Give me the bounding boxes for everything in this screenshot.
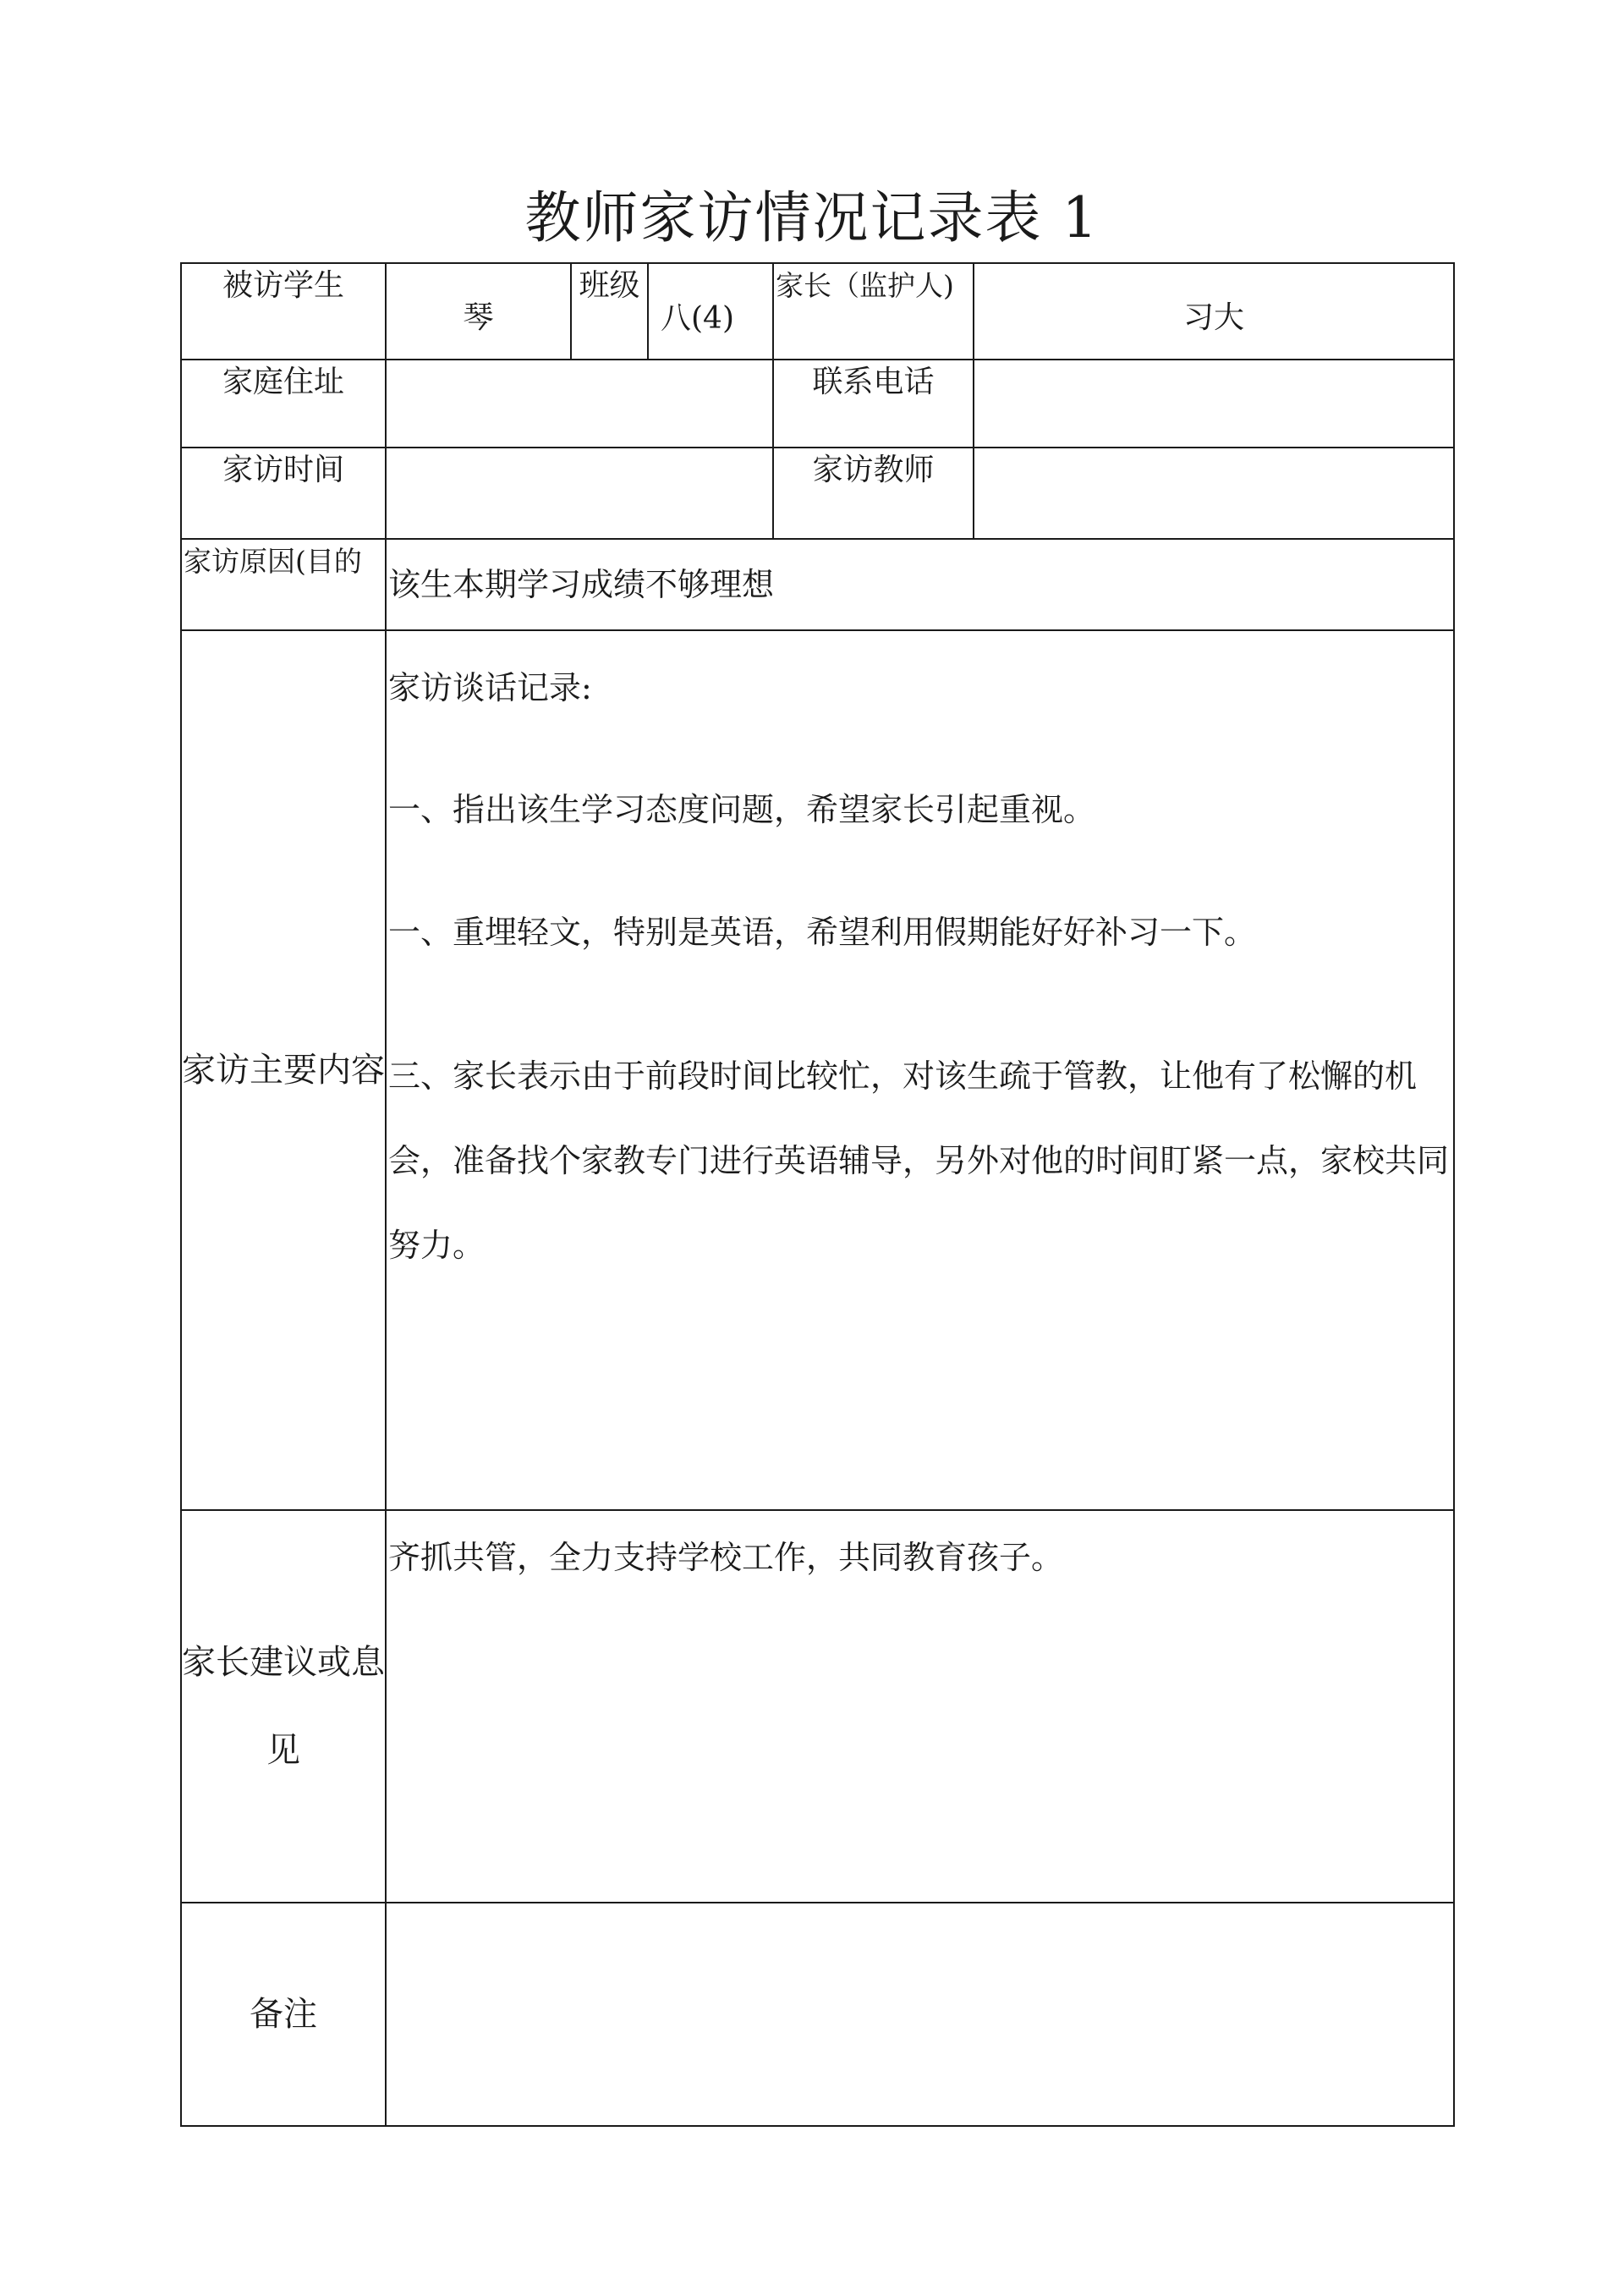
visit-reason-label: 家访原因(目的 <box>181 539 386 630</box>
class-value: 八(4) <box>648 263 773 360</box>
conversation-point-3: 三、家长表示由于前段时间比较忙，对该生疏于管教，让他有了松懈的机会，准备找个家教专门进行英语辅导，另外对他的时间盯紧一点，家校共同努力。 <box>388 1057 1450 1264</box>
table-row-visit-content <box>181 630 1454 1510</box>
table-row-visit-time <box>181 448 1454 539</box>
student-value: 琴 <box>386 263 571 360</box>
phone-label: 联系电话 <box>773 360 974 448</box>
home-visit-record-table <box>180 262 1455 2127</box>
class-label: 班级 <box>571 263 648 360</box>
table-row-student <box>181 263 1454 360</box>
visit-teacher-value <box>974 448 1454 539</box>
visit-reason-value: 该生本期学习成绩不够理想 <box>386 539 1454 630</box>
visit-content-label: 家访主要内容 <box>181 630 386 1510</box>
parent-suggestion-text: 齐抓共管，全力支持学校工作，共同教育孩子。 <box>388 1539 1064 1576</box>
parent-label: 家长（监护人) <box>773 263 974 360</box>
visit-time-label: 家访时间 <box>181 448 386 539</box>
parent-suggestion-label: 家长建议或息见 <box>181 1510 386 1903</box>
visit-time-value <box>386 448 773 539</box>
conversation-point-1: 一、指出该生学习态度问题，希望家长引起重视。 <box>388 791 1096 828</box>
remarks-value <box>386 1903 1454 2126</box>
student-label: 被访学生 <box>181 263 386 360</box>
visit-teacher-label: 家访教师 <box>773 448 974 539</box>
phone-value <box>974 360 1454 448</box>
address-value <box>386 360 773 448</box>
address-label: 家庭住址 <box>181 360 386 448</box>
visit-content-body <box>386 630 1454 1510</box>
table-row-visit-reason <box>181 539 1454 630</box>
table-row-parent-suggestion <box>181 1510 1454 1903</box>
conversation-record-heading: 家访谈话记录: <box>388 669 592 706</box>
table-row-remarks <box>181 1903 1454 2126</box>
parent-value: 习大 <box>974 263 1454 360</box>
remarks-label: 备注 <box>181 1903 386 2126</box>
parent-suggestion-body <box>386 1510 1454 1903</box>
conversation-point-2: 一、重埋轻文，特别是英语，希望利用假期能好好补习一下。 <box>388 914 1257 951</box>
page-title: 教师家访情况记录表 1 <box>524 185 1100 250</box>
table-row-address <box>181 360 1454 448</box>
